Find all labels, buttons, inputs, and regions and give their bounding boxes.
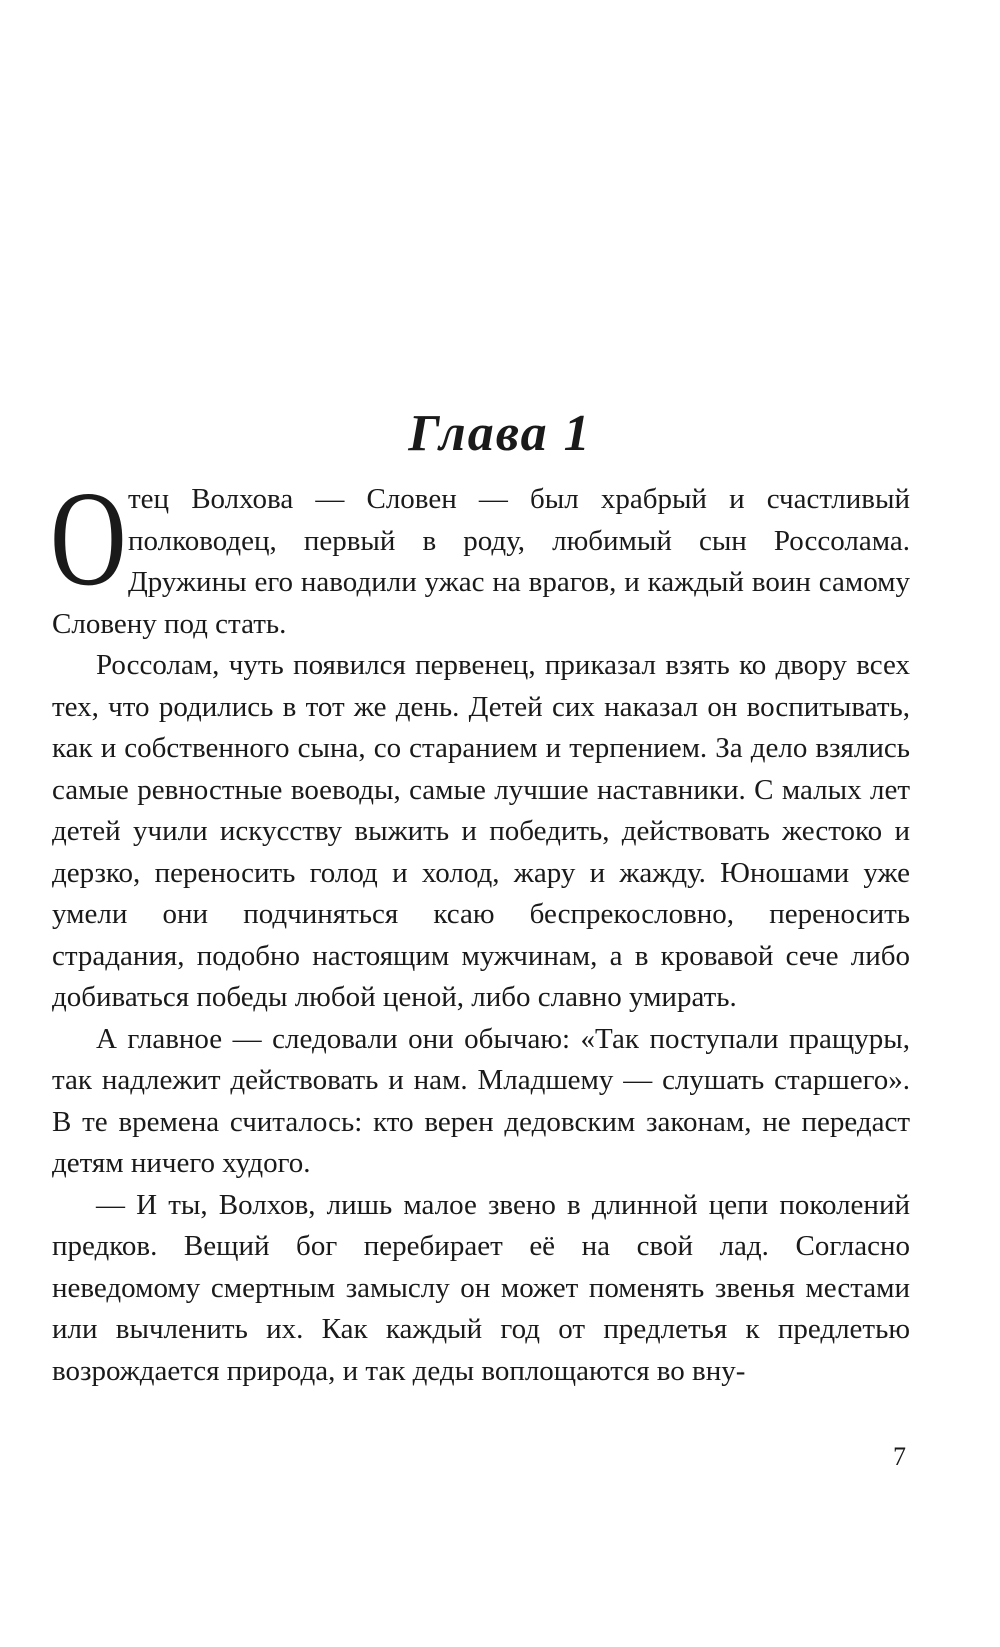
body-text: [50, 464, 910, 1392]
paragraph-4: — И ты, Волхов, лишь малое звено в длинной цепи поколений предков. Вещий бог перебирает её на свой лад. Согласно неведомому смертным замыслу он может поменять звенья местами или вычленить их. Как каждый год от предлетья к предлетью возрождается природа, и так деды воплощаются во вну-: [52, 1188, 910, 1387]
paragraph-1-text: тец Волхова — Словен — был храбрый и счастливый полководец, первый в роду, любимый сын Россолама. Дружины его наводили ужас на врагов, и каждый воин самому Словену под стать.: [52, 483, 910, 640]
paragraph-1: [50, 464, 910, 645]
paragraph-3: А главное — следовали они обычаю: «Так поступали пращуры, так надлежит действовать и нам. Младшему — слушать старшего». В те времена считалось: кто верен дедовским законам, не передаст детям ничего худого.: [52, 1022, 910, 1179]
page-number: 7: [893, 1442, 906, 1471]
drop-cap: О: [50, 464, 127, 614]
chapter-title: Глава 1: [408, 405, 592, 462]
paragraph-2: Россолам, чуть появился первенец, приказал взять ко двору всех тех, что родились в тот же день. Детей сих наказал он воспитывать, как и собственного сына, со старанием и терпением. За дело взялись самые ревностные воеводы, самые лучшие наставники. С малых лет детей учили искусству выжить и победить, действовать жестоко и дерзко, переносить голод и холод, жару и жажду. Юношами уже умели они подчиняться ксаю беспрекословно, переносить страдания, подобно настоящим мужчинам, а в кровавой сече либо добиваться победы любой ценой, либо славно умирать.: [52, 649, 910, 1013]
